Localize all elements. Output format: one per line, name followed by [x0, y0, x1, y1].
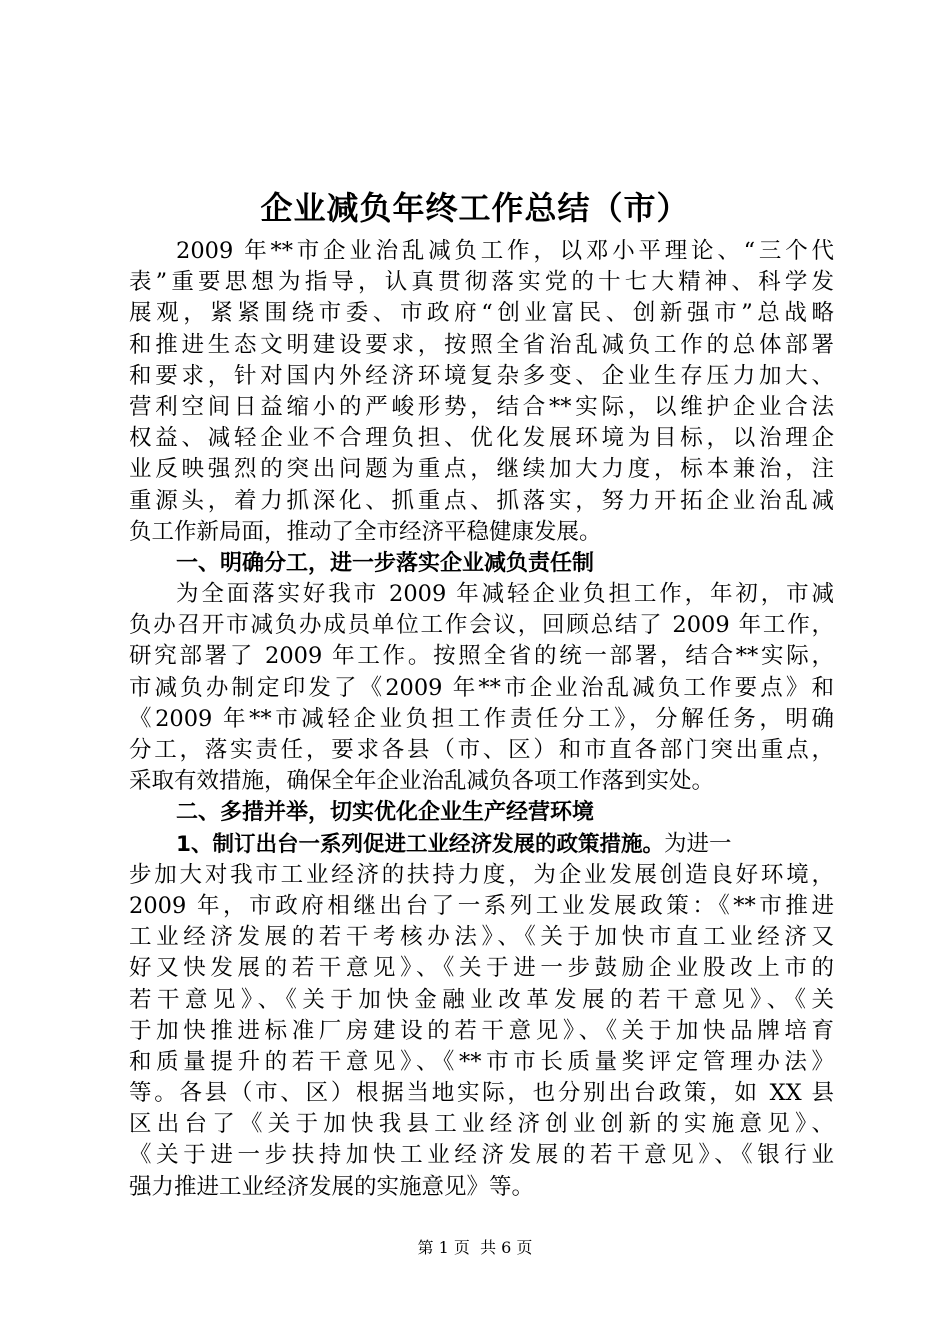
paragraph-line: 2009 年，市政府相继出台了一系列工业发展政策：《**市推进 [129, 892, 834, 919]
paragraph-line: 工业经济发展的若干考核办法》、《关于加快市直工业经济又 [129, 924, 834, 951]
paragraph-line: 分工，落实责任，要求各县（市、区）和市直各部门突出重点， [129, 737, 834, 763]
paragraph-line: 等。各县（市、区）根据当地实际，也分别出台政策，如 XX 县 [129, 1080, 834, 1107]
paragraph-line: 《2009 年**市减轻企业负担工作责任分工》，分解任务，明确 [129, 705, 834, 732]
paragraph-line: 好又快发展的若干意见》、《关于进一步鼓励企业股改上市的 [129, 955, 834, 982]
paragraph-line: 2009 年**市企业治乱减负工作，以邓小平理论、“三个代 [176, 238, 834, 264]
paragraph-line: 业反映强烈的突出问题为重点，继续加大力度，标本兼治，注 [129, 456, 834, 483]
paragraph-line: 表”重要思想为指导，认真贯彻落实党的十七大精神、科学发 [129, 269, 834, 296]
document-title: 企业减负年终工作总结（市） [260, 189, 690, 227]
paragraph-line: 研究部署了 2009 年工作。按照全省的统一部署，结合**实际， [129, 643, 834, 670]
paragraph-line: 和质量提升的若干意见》、《**市市长质量奖评定管理办法》 [129, 1048, 834, 1075]
paragraph-line: 营利空间日益缩小的严峻形势，结合**实际，以维护企业合法 [129, 393, 834, 420]
paragraph-line: 若干意见》、《关于加快金融业改革发展的若干意见》、《关 [129, 986, 834, 1013]
paragraph-line: 市减负办制定印发了《2009 年**市企业治乱减负工作要点》和 [129, 674, 834, 701]
paragraph-line: 负办召开市减负办成员单位工作会议，回顾总结了 2009 年工作， [129, 612, 834, 639]
paragraph-line: 为全面落实好我市 2009 年减轻企业负担工作，年初，市减 [176, 581, 834, 608]
paragraph-line: 采取有效措施，确保全年企业治乱减负各项工作落到实处。 [129, 768, 715, 795]
subsection-lead: 1、制订出台一系列促进工业经济发展的政策措施。 [176, 831, 664, 857]
paragraph-line: 展观，紧紧围绕市委、市政府“创业富民、创新强市”总战略 [129, 300, 834, 327]
paragraph-text: 为进一 [663, 830, 732, 857]
paragraph-line: 重源头，着力抓深化、抓重点、抓落实，努力开拓企业治乱减 [129, 487, 834, 514]
document-body [129, 236, 834, 1203]
paragraph-line: 和推进生态文明建设要求，按照全省治乱减负工作的总体部署 [129, 331, 834, 358]
paragraph-line: 权益、减轻企业不合理负担、优化发展环境为目标，以治理企 [129, 425, 834, 452]
paragraph-line: 负工作新局面，推动了全市经济平稳健康发展。 [129, 518, 602, 545]
section-heading: 一、明确分工，进一步落实企业减负责任制 [176, 550, 595, 576]
page-number-footer: 第 1 页 共 6 页 [417, 1238, 533, 1257]
paragraph-line: 区出台了《关于加快我县工业经济创业创新的实施意见》、 [129, 1111, 834, 1138]
paragraph-line: 步加大对我市工业经济的扶持力度，为企业发展创造良好环境， [129, 861, 834, 888]
paragraph-line: 和要求，针对国内外经济环境复杂多变、企业生存压力加大、 [129, 362, 834, 389]
paragraph-line: 强力推进工业经济发展的实施意见》等。 [129, 1173, 535, 1200]
paragraph-line: 《关于进一步扶持加快工业经济发展的若干意见》、《银行业 [129, 1142, 834, 1169]
paragraph-line [129, 829, 834, 860]
paragraph-line: 于加快推进标准厂房建设的若干意见》、《关于加快品牌培育 [129, 1017, 834, 1044]
section-heading: 二、多措并举，切实优化企业生产经营环境 [176, 800, 595, 826]
